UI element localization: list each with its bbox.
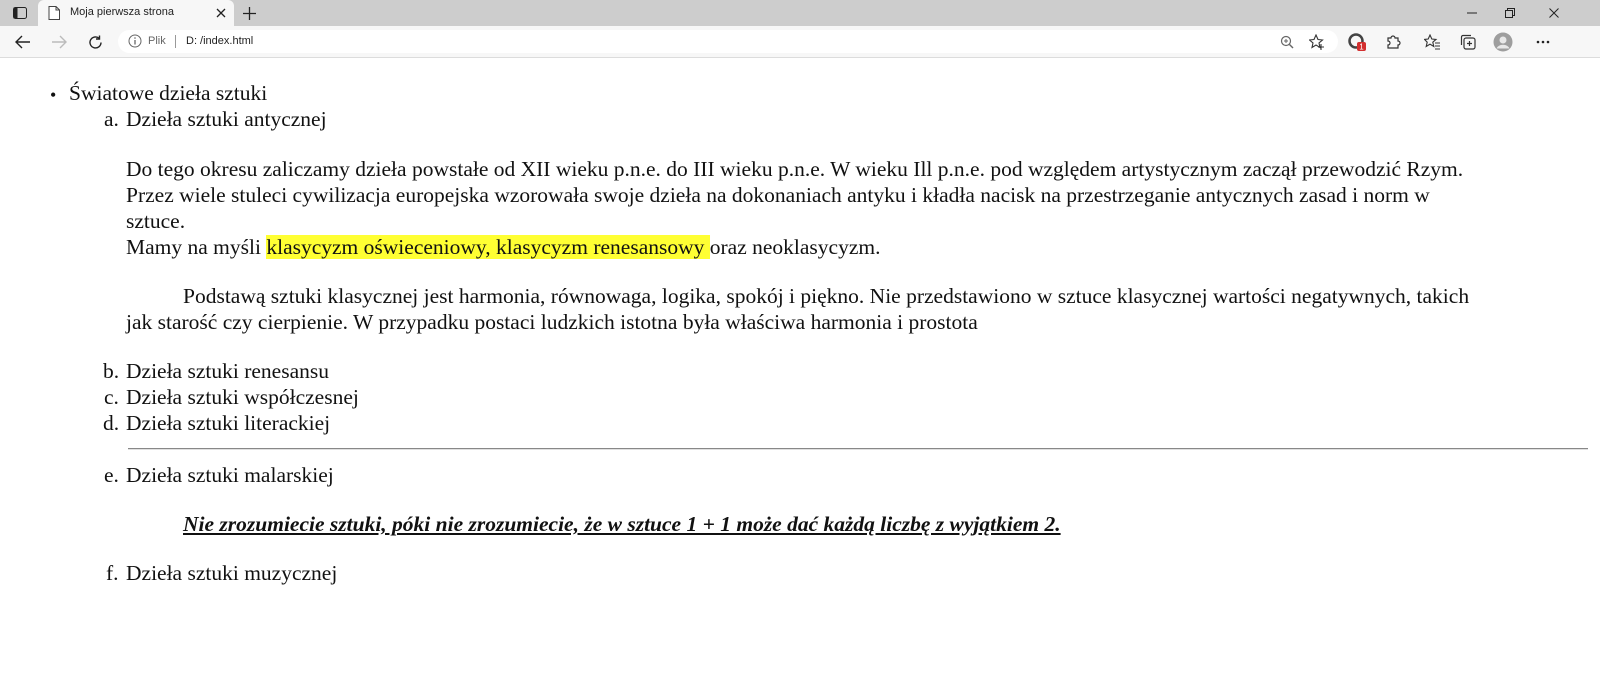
list-item-wspolczesna: Dzieła sztuki współczesnej (126, 385, 359, 409)
more-menu-icon[interactable] (1532, 31, 1554, 53)
address-bar[interactable] (118, 30, 1338, 53)
new-tab-icon[interactable] (240, 4, 258, 22)
list-item-antyczna: Dzieła sztuki antycznej (126, 107, 327, 131)
mamy-prefix: Mamy na myśli (126, 235, 267, 259)
extensions-puzzle-icon[interactable] (1382, 31, 1404, 53)
profile-avatar-icon[interactable] (1492, 31, 1514, 53)
bullet-item: Światowe dzieła sztuki (69, 81, 268, 105)
address-separator (175, 35, 176, 48)
back-icon[interactable] (12, 31, 34, 53)
list-item-muzyczna: Dzieła sztuki muzycznej (126, 561, 338, 585)
mamy-line (126, 234, 880, 260)
info-icon[interactable] (128, 34, 142, 48)
page-icon (48, 6, 62, 20)
paragraph-line: Przez wiele stuleci cywilizacja europejska wzorowała swoje dzieła na dokonaniach antyku i kładła nacisk na przestrzeganie antycznych zasad i norm w (126, 183, 1430, 207)
extension-icon[interactable] (1346, 31, 1368, 53)
collections-icon[interactable] (1457, 31, 1479, 53)
quote: Nie zrozumiecie sztuki, póki nie zrozumiecie, że w sztuce 1 + 1 może dać każdą liczbę z wyjątkiem 2. (183, 512, 1061, 536)
marker-e: e. (104, 463, 119, 487)
highlighted-text: klasycyzm oświeceniowy, klasycyzm renesansowy (266, 235, 710, 259)
bullet-marker: • (50, 85, 57, 105)
page-content (0, 58, 1600, 683)
tab-active[interactable] (38, 0, 234, 26)
add-favorite-icon[interactable] (1308, 33, 1326, 51)
marker-d: d. (103, 411, 120, 435)
mamy-suffix: oraz neoklasycyzm. (709, 235, 881, 259)
list-item-malarska: Dzieła sztuki malarskiej (126, 463, 334, 487)
marker-a: a. (104, 107, 119, 131)
paragraph-line: sztuce. (126, 209, 186, 233)
forward-icon[interactable] (48, 31, 70, 53)
address-url[interactable]: D: /index.html (186, 35, 254, 47)
list-item-literacka: Dzieła sztuki literackiej (126, 411, 331, 435)
tab-title: Moja pierwsza strona (70, 6, 174, 18)
paragraph-line: jak starość czy cierpienie. W przypadku postaci ludzkich istotna była właściwa harmonia i prostota (126, 310, 978, 334)
favorites-icon[interactable] (1421, 31, 1443, 53)
reload-icon[interactable] (84, 31, 106, 53)
restore-icon[interactable] (1496, 4, 1524, 22)
address-scheme: Plik (148, 35, 166, 47)
browser-toolbar (0, 26, 1600, 58)
marker-b: b. (103, 359, 120, 383)
paragraph-line: Do tego okresu zaliczamy dzieła powstałe od XII wieku p.n.e. do III wieku p.n.e. W wieku Ill p.n.e. pod względem artystycznym zaczął przewodzić Rzym. (126, 157, 1464, 181)
zoom-icon[interactable] (1278, 33, 1296, 51)
list-item-renesans: Dzieła sztuki renesansu (126, 359, 329, 383)
minimize-icon[interactable] (1458, 4, 1486, 22)
marker-f: f. (106, 561, 119, 585)
tab-strip (0, 0, 1600, 26)
close-window-icon[interactable] (1540, 4, 1568, 22)
horizontal-rule (128, 448, 1588, 450)
paragraph-line: Podstawą sztuki klasycznej jest harmonia, równowaga, logika, spokój i piękno. Nie przedstawiono w sztuce klasycznej wartości negatywnych, takich (183, 284, 1470, 308)
close-tab-icon[interactable] (214, 6, 228, 20)
tab-actions-icon[interactable] (8, 4, 32, 22)
marker-c: c. (104, 385, 119, 409)
extension-badge: 1 (1359, 42, 1364, 52)
